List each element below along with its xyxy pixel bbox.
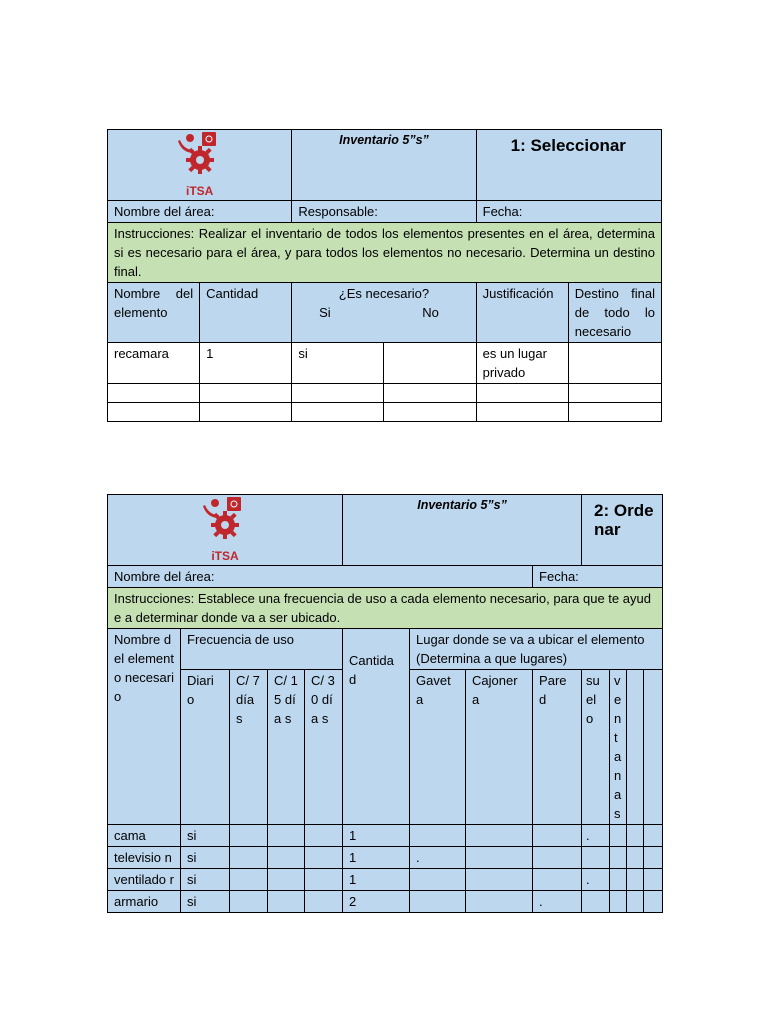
cell-si[interactable] (292, 403, 384, 422)
cell-no[interactable] (384, 384, 476, 403)
cell-suelo[interactable] (582, 891, 610, 913)
cell-cajonera[interactable] (466, 825, 533, 847)
cell-c7[interactable] (230, 869, 268, 891)
header-no: No (422, 305, 439, 320)
cell-destino[interactable] (568, 384, 661, 403)
cell-no[interactable] (384, 343, 476, 384)
cell-ventanas[interactable] (610, 891, 627, 913)
header-extra-1 (627, 670, 644, 825)
cell-justificacion[interactable]: es un lugar privado (476, 343, 568, 384)
table-row (108, 343, 662, 384)
form-title: Inventario 5”s” (292, 130, 476, 201)
cell-cantidad[interactable]: 1 (200, 343, 292, 384)
itsa-logo (197, 495, 253, 562)
cell-si[interactable] (292, 384, 384, 403)
cell-cantidad[interactable]: 1 (343, 825, 410, 847)
cell-ventanas[interactable] (610, 847, 627, 869)
cell-extra-1[interactable] (627, 825, 644, 847)
cell-gaveta[interactable] (410, 891, 466, 913)
header-necesario-label: ¿Es necesario? (338, 286, 430, 301)
header-ventanas: v e n t a n a s (610, 670, 627, 825)
header-extra-2 (644, 670, 663, 825)
header-pared: Pare d (533, 670, 582, 825)
cell-nombre[interactable]: recamara (108, 343, 200, 384)
cell-justificacion[interactable] (476, 403, 568, 422)
cell-c7[interactable] (230, 825, 268, 847)
table-row (108, 847, 663, 869)
cell-justificacion[interactable] (476, 384, 568, 403)
header-cantidad: Cantida d (343, 629, 410, 825)
cell-c30[interactable] (305, 847, 343, 869)
date-label: Fecha: (533, 566, 663, 588)
logo-cell (108, 130, 292, 201)
header-cantidad: Cantidad (200, 283, 292, 343)
cell-nombre[interactable] (108, 403, 200, 422)
cell-cantidad[interactable]: 1 (343, 869, 410, 891)
header-diario: Diari o (181, 670, 230, 825)
cell-pared[interactable] (533, 825, 582, 847)
cell-c15[interactable] (268, 869, 305, 891)
cell-si[interactable]: si (292, 343, 384, 384)
header-cajonera: Cajoner a (466, 670, 533, 825)
cell-cajonera[interactable] (466, 869, 533, 891)
cell-extra-1[interactable] (627, 847, 644, 869)
logo-text: iTSA (185, 184, 214, 198)
cell-c30[interactable] (305, 869, 343, 891)
inventory-form-ordenar (107, 494, 663, 913)
header-si: Si (319, 305, 331, 320)
cell-pared[interactable] (533, 847, 582, 869)
header-frecuencia: Frecuencia de uso (181, 629, 343, 670)
step-title: 2: Ordenar (582, 495, 663, 566)
cell-nombre[interactable]: ventilado r (108, 869, 181, 891)
header-c30: C/ 30 día s (305, 670, 343, 825)
header-nombre: Nombre del elemento (108, 283, 200, 343)
header-nombre: Nombre del element o necesari o (108, 629, 181, 825)
cell-cantidad[interactable] (200, 384, 292, 403)
step-title: 1: Seleccionar (476, 130, 661, 201)
cell-pared[interactable]: . (533, 891, 582, 913)
header-gaveta: Gavet a (410, 670, 466, 825)
cell-ventanas[interactable] (610, 825, 627, 847)
cell-nombre[interactable]: televisio n (108, 847, 181, 869)
cell-c15[interactable] (268, 847, 305, 869)
cell-suelo[interactable] (582, 847, 610, 869)
cell-destino[interactable] (568, 403, 661, 422)
cell-extra-1[interactable] (627, 869, 644, 891)
cell-no[interactable] (384, 403, 476, 422)
gear-book-icon (197, 495, 253, 551)
date-label: Fecha: (476, 201, 661, 223)
cell-cajonera[interactable] (466, 847, 533, 869)
header-suelo: su el o (582, 670, 610, 825)
form-title: Inventario 5”s” (343, 495, 582, 566)
cell-diario[interactable]: si (181, 869, 230, 891)
area-name-label: Nombre del área: (108, 566, 533, 588)
instructions: Instrucciones: Establece una frecuencia de uso a cada elemento necesario, para que te ayude a determinar donde va a ser ubicado. (108, 588, 663, 629)
instructions: Instrucciones: Realizar el inventario de todos los elementos presentes en el área, determina si es necesario para el área, y para todos los elementos no necesario. Determina un destino final. (108, 223, 662, 283)
itsa-logo (172, 130, 228, 197)
logo-text: iTSA (211, 549, 239, 563)
cell-nombre[interactable]: cama (108, 825, 181, 847)
table-row (108, 403, 662, 422)
cell-extra-1[interactable] (627, 891, 644, 913)
cell-gaveta[interactable]: . (410, 847, 466, 869)
cell-diario[interactable]: si (181, 847, 230, 869)
cell-c30[interactable] (305, 825, 343, 847)
header-c7: C/ 7 día s (230, 670, 268, 825)
cell-cantidad[interactable]: 1 (343, 847, 410, 869)
cell-ventanas[interactable] (610, 869, 627, 891)
cell-c7[interactable] (230, 847, 268, 869)
cell-c30[interactable] (305, 891, 343, 913)
header-necesario (292, 283, 476, 343)
cell-c7[interactable] (230, 891, 268, 913)
header-destino: Destino final de todo lo necesario (568, 283, 661, 343)
cell-extra-2[interactable] (644, 891, 663, 913)
cell-gaveta[interactable] (410, 825, 466, 847)
cell-nombre[interactable]: armario (108, 891, 181, 913)
logo-cell (108, 495, 343, 566)
header-lugar: Lugar donde se va a ubicar el elemento (Determina a que lugares) (410, 629, 663, 670)
cell-extra-2[interactable] (644, 847, 663, 869)
cell-c15[interactable] (268, 825, 305, 847)
table-row (108, 825, 663, 847)
cell-extra-2[interactable] (644, 869, 663, 891)
cell-nombre[interactable] (108, 384, 200, 403)
table-row (108, 869, 663, 891)
responsable-label: Responsable: (292, 201, 476, 223)
cell-cajonera[interactable] (466, 891, 533, 913)
table-row (108, 384, 662, 403)
cell-diario[interactable]: si (181, 825, 230, 847)
area-name-label: Nombre del área: (108, 201, 292, 223)
cell-pared[interactable] (533, 869, 582, 891)
cell-diario[interactable]: si (181, 891, 230, 913)
cell-suelo[interactable]: . (582, 825, 610, 847)
cell-destino[interactable] (568, 343, 661, 384)
cell-gaveta[interactable] (410, 869, 466, 891)
header-c15: C/ 15 día s (268, 670, 305, 825)
cell-cantidad[interactable]: 2 (343, 891, 410, 913)
table-row (108, 891, 663, 913)
inventory-form-seleccionar (107, 129, 662, 422)
gear-book-icon (172, 130, 228, 186)
header-justificacion: Justificación (476, 283, 568, 343)
cell-extra-2[interactable] (644, 825, 663, 847)
cell-c15[interactable] (268, 891, 305, 913)
cell-cantidad[interactable] (200, 403, 292, 422)
cell-suelo[interactable]: . (582, 869, 610, 891)
